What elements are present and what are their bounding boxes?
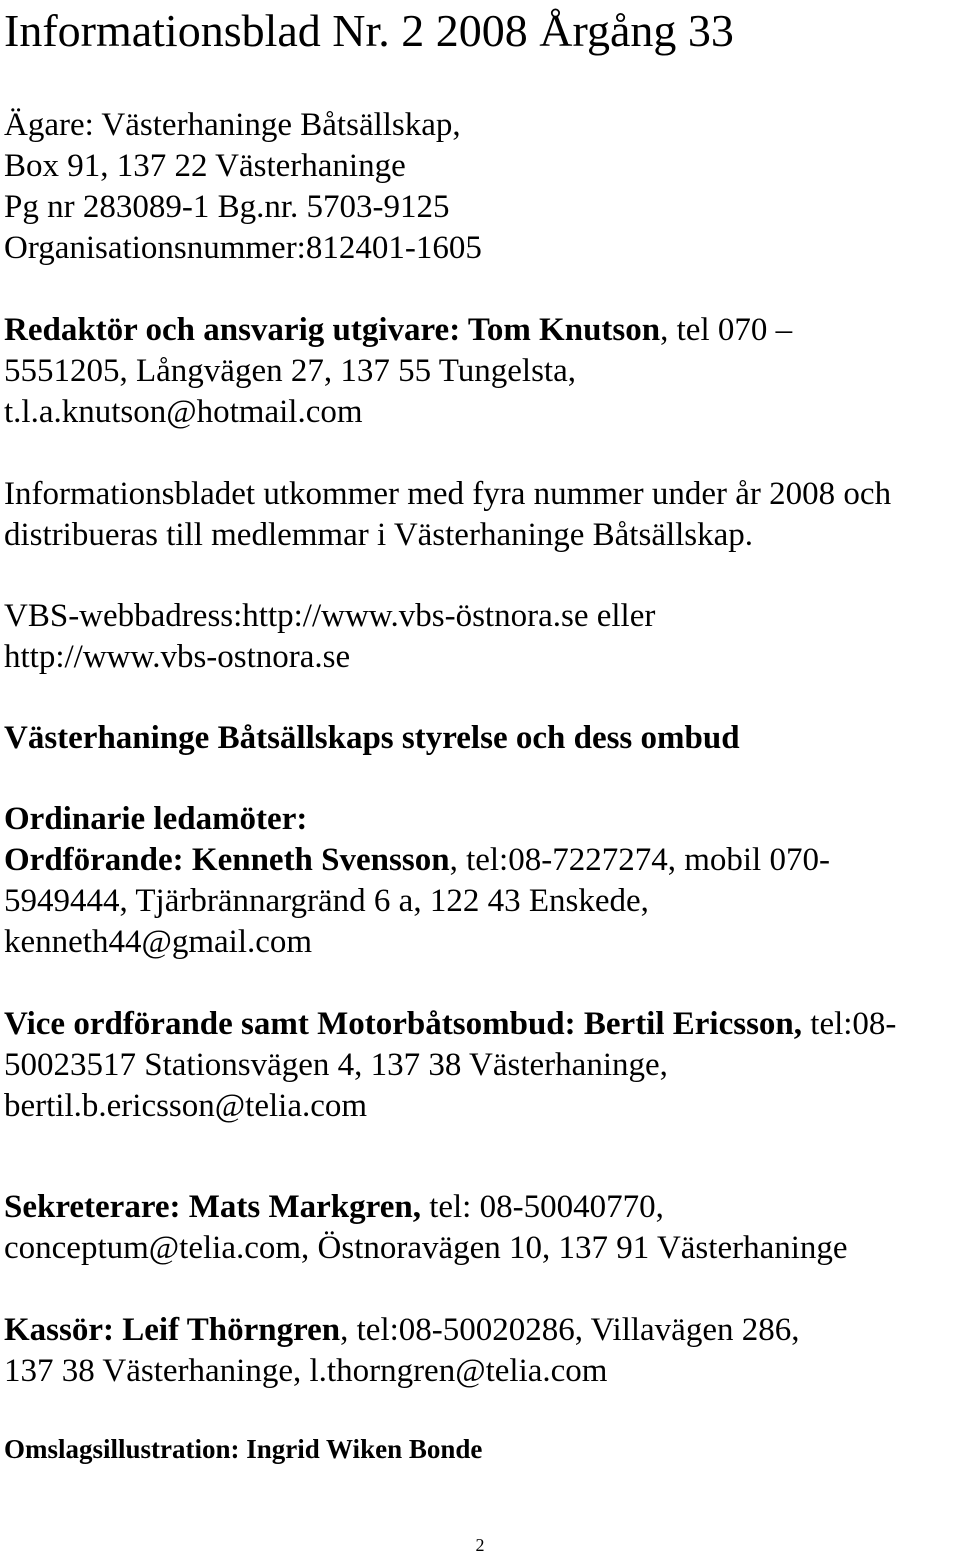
owner-org-number: Organisationsnummer:812401-1605: [4, 230, 482, 266]
secretary-contact: conceptum@telia.com, Östnoravägen 10, 137 91 Västerhaninge: [4, 1230, 848, 1266]
vice-email: bertil.b.ericsson@telia.com: [4, 1088, 368, 1124]
treasurer-address: 137 38 Västerhaninge, l.thorngren@telia.com: [4, 1353, 608, 1389]
web-address-line-1: VBS-webbadress:http://www.vbs-östnora.se eller: [4, 598, 656, 634]
page-title: Informationsblad Nr. 2 2008 Årgång 33: [4, 5, 734, 56]
chair-phone: , tel:08-7227274, mobil 070-: [449, 842, 830, 878]
editor-email: t.l.a.knutson@hotmail.com: [4, 394, 363, 430]
treasurer-line-1: [4, 1310, 956, 1351]
chair-email: kenneth44@gmail.com: [4, 924, 313, 960]
editor-line-1: [4, 310, 956, 351]
vice-label: Vice ordförande samt Motorbåtsombud: Bertil Ericsson,: [4, 1006, 803, 1042]
editor-phone: , tel 070 –: [660, 312, 793, 348]
vice-phone: tel:08-: [802, 1006, 897, 1042]
editor-label: Redaktör och ansvarig utgivare: Tom Knutson: [4, 312, 661, 348]
secretary-line-1: [4, 1187, 956, 1228]
info-line-1: Informationsbladet utkommer med fyra nummer under år 2008 och: [4, 476, 892, 512]
vice-address: 50023517 Stationsvägen 4, 137 38 Västerhaninge,: [4, 1047, 668, 1083]
chair-block: [4, 799, 956, 963]
vice-line-1: [4, 1004, 956, 1045]
chair-address: 5949444, Tjärbrännargränd 6 a, 122 43 Enskede,: [4, 883, 649, 919]
web-address-line-2: http://www.vbs-ostnora.se: [4, 639, 351, 675]
editor-address: 5551205, Långvägen 27, 137 55 Tungelsta,: [4, 353, 576, 389]
web-address-block: [4, 596, 956, 678]
owner-accounts: Pg nr 283089-1 Bg.nr. 5703-9125: [4, 189, 450, 225]
owner-block: [4, 105, 956, 269]
secretary-block: [4, 1187, 956, 1269]
info-line-2: distribueras till medlemmar i Västerhaninge Båtsällskap.: [4, 517, 754, 553]
treasurer-block: [4, 1310, 956, 1392]
members-heading: Ordinarie ledamöter:: [4, 801, 308, 837]
chair-label: Ordförande: Kenneth Svensson: [4, 842, 450, 878]
info-paragraph: [4, 474, 956, 556]
secretary-label: Sekreterare: Mats Markgren,: [4, 1189, 421, 1225]
vice-chair-block: [4, 1004, 956, 1127]
board-heading: Västerhaninge Båtsällskaps styrelse och dess ombud: [4, 720, 740, 756]
page-number: 2: [475, 1535, 485, 1555]
editor-block: [4, 310, 956, 433]
treasurer-phone: , tel:08-50020286, Villavägen 286,: [340, 1312, 800, 1348]
treasurer-label: Kassör: Leif Thörngren: [4, 1312, 341, 1348]
secretary-phone: tel: 08-50040770,: [420, 1189, 664, 1225]
board-heading-block: [4, 718, 956, 759]
owner-address: Box 91, 137 22 Västerhaninge: [4, 148, 406, 184]
owner-label: Ägare: Västerhaninge Båtsällskap,: [4, 107, 461, 143]
chair-line-1: [4, 840, 956, 881]
cover-illustration-credit: Omslagsillustration: Ingrid Wiken Bonde: [4, 1434, 483, 1464]
